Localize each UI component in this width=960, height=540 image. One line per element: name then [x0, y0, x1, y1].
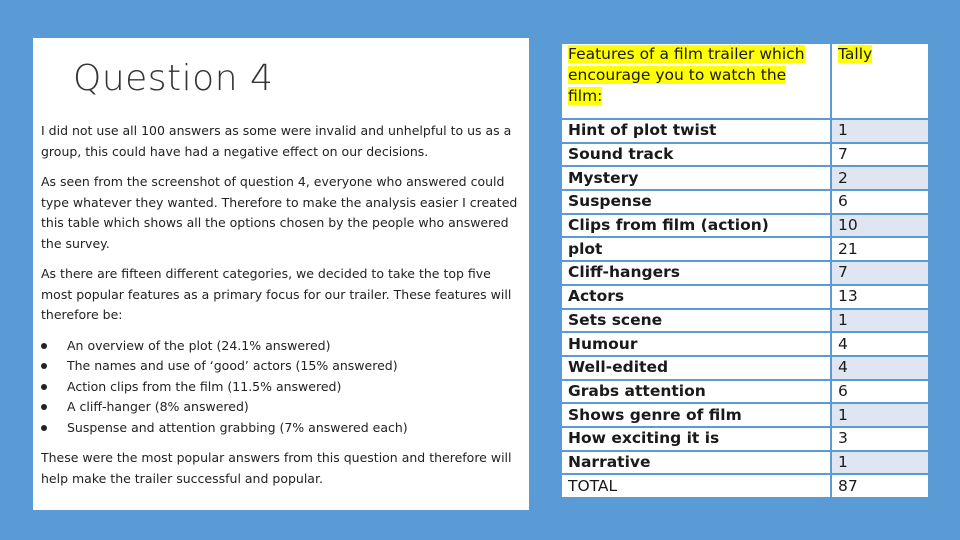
table-row	[561, 332, 929, 356]
feature-cell: plot	[561, 237, 831, 261]
feature-list	[41, 336, 525, 439]
feature-cell: Humour	[561, 332, 831, 356]
tally-cell: 3	[831, 427, 929, 451]
total-row	[561, 474, 929, 498]
feature-cell: Actors	[561, 285, 831, 309]
tally-table	[560, 42, 930, 499]
table-row	[561, 166, 929, 190]
table-row	[561, 214, 929, 238]
feature-cell: Sets scene	[561, 309, 831, 333]
list-item	[41, 418, 525, 439]
table-row	[561, 427, 929, 451]
table-row	[561, 380, 929, 404]
total-value: 87	[831, 474, 929, 498]
list-item	[41, 336, 525, 357]
list-item-text: An overview of the plot (24.1% answered)	[67, 337, 331, 353]
table-row	[561, 237, 929, 261]
tally-cell: 6	[831, 380, 929, 404]
table-row	[561, 285, 929, 309]
feature-cell: Sound track	[561, 143, 831, 167]
body-text	[41, 121, 525, 499]
text-panel	[33, 38, 529, 510]
list-item-text: A cliff-hanger (8% answered)	[67, 399, 249, 414]
feature-cell: Well-edited	[561, 356, 831, 380]
header-tally-cell	[831, 43, 929, 119]
feature-cell: Mystery	[561, 166, 831, 190]
tally-cell: 10	[831, 214, 929, 238]
feature-cell: Cliff-hangers	[561, 261, 831, 285]
feature-cell: Grabs attention	[561, 380, 831, 404]
list-item-text: The names and use of ‘good’ actors (15% answered)	[67, 358, 398, 373]
list-item-text: Suspense and attention grabbing (7% answered each)	[67, 419, 408, 435]
list-item	[41, 397, 525, 418]
feature-cell: Hint of plot twist	[561, 119, 831, 143]
tally-cell: 13	[831, 285, 929, 309]
feature-cell: Suspense	[561, 190, 831, 214]
page-title: Question 4	[73, 58, 274, 99]
list-item	[41, 377, 525, 398]
paragraph: As seen from the screenshot of question 4, everyone who answered could type whatever they wanted. Therefore to make the analysis easier I created this table which shows all the options chosen by the people who answered the survey.	[41, 174, 518, 251]
tally-cell: 2	[831, 166, 929, 190]
tally-cell: 1	[831, 119, 929, 143]
tally-cell: 1	[831, 309, 929, 333]
list-item-text: Action clips from the film (11.5% answered)	[67, 378, 342, 394]
table-row	[561, 403, 929, 427]
table-row	[561, 119, 929, 143]
tally-cell: 6	[831, 190, 929, 214]
bullet-icon	[41, 425, 47, 431]
list-item	[41, 356, 525, 377]
tally-cell: 1	[831, 451, 929, 475]
table-row	[561, 451, 929, 475]
feature-cell: How exciting it is	[561, 427, 831, 451]
paragraph: As there are fifteen different categories, we decided to take the top five most popular features as a primary focus for our trailer. These features will therefore be:	[41, 266, 512, 322]
tally-cell: 21	[831, 237, 929, 261]
total-label: TOTAL	[561, 474, 831, 498]
table-row	[561, 190, 929, 214]
tally-cell: 7	[831, 261, 929, 285]
feature-cell: Narrative	[561, 451, 831, 475]
header-feature: Features of a film trailer which encourage you to watch the film:	[568, 45, 805, 105]
table-header-row	[561, 43, 929, 119]
header-feature-cell	[561, 43, 831, 119]
tally-cell: 4	[831, 332, 929, 356]
bullet-icon	[41, 343, 47, 349]
table-row	[561, 309, 929, 333]
table-row	[561, 356, 929, 380]
tally-cell: 7	[831, 143, 929, 167]
paragraph: I did not use all 100 answers as some were invalid and unhelpful to us as a group, this could have had a negative effect on our decisions.	[41, 123, 512, 159]
bullet-icon	[41, 384, 47, 390]
bullet-icon	[41, 363, 47, 369]
bullet-icon	[41, 404, 47, 410]
table-row	[561, 261, 929, 285]
tally-cell: 1	[831, 403, 929, 427]
tally-cell: 4	[831, 356, 929, 380]
closing-paragraph: These were the most popular answers from this question and therefore will help make the trailer successful and popular.	[41, 450, 512, 486]
table-row	[561, 143, 929, 167]
feature-cell: Shows genre of film	[561, 403, 831, 427]
header-tally: Tally	[838, 45, 873, 63]
feature-cell: Clips from film (action)	[561, 214, 831, 238]
